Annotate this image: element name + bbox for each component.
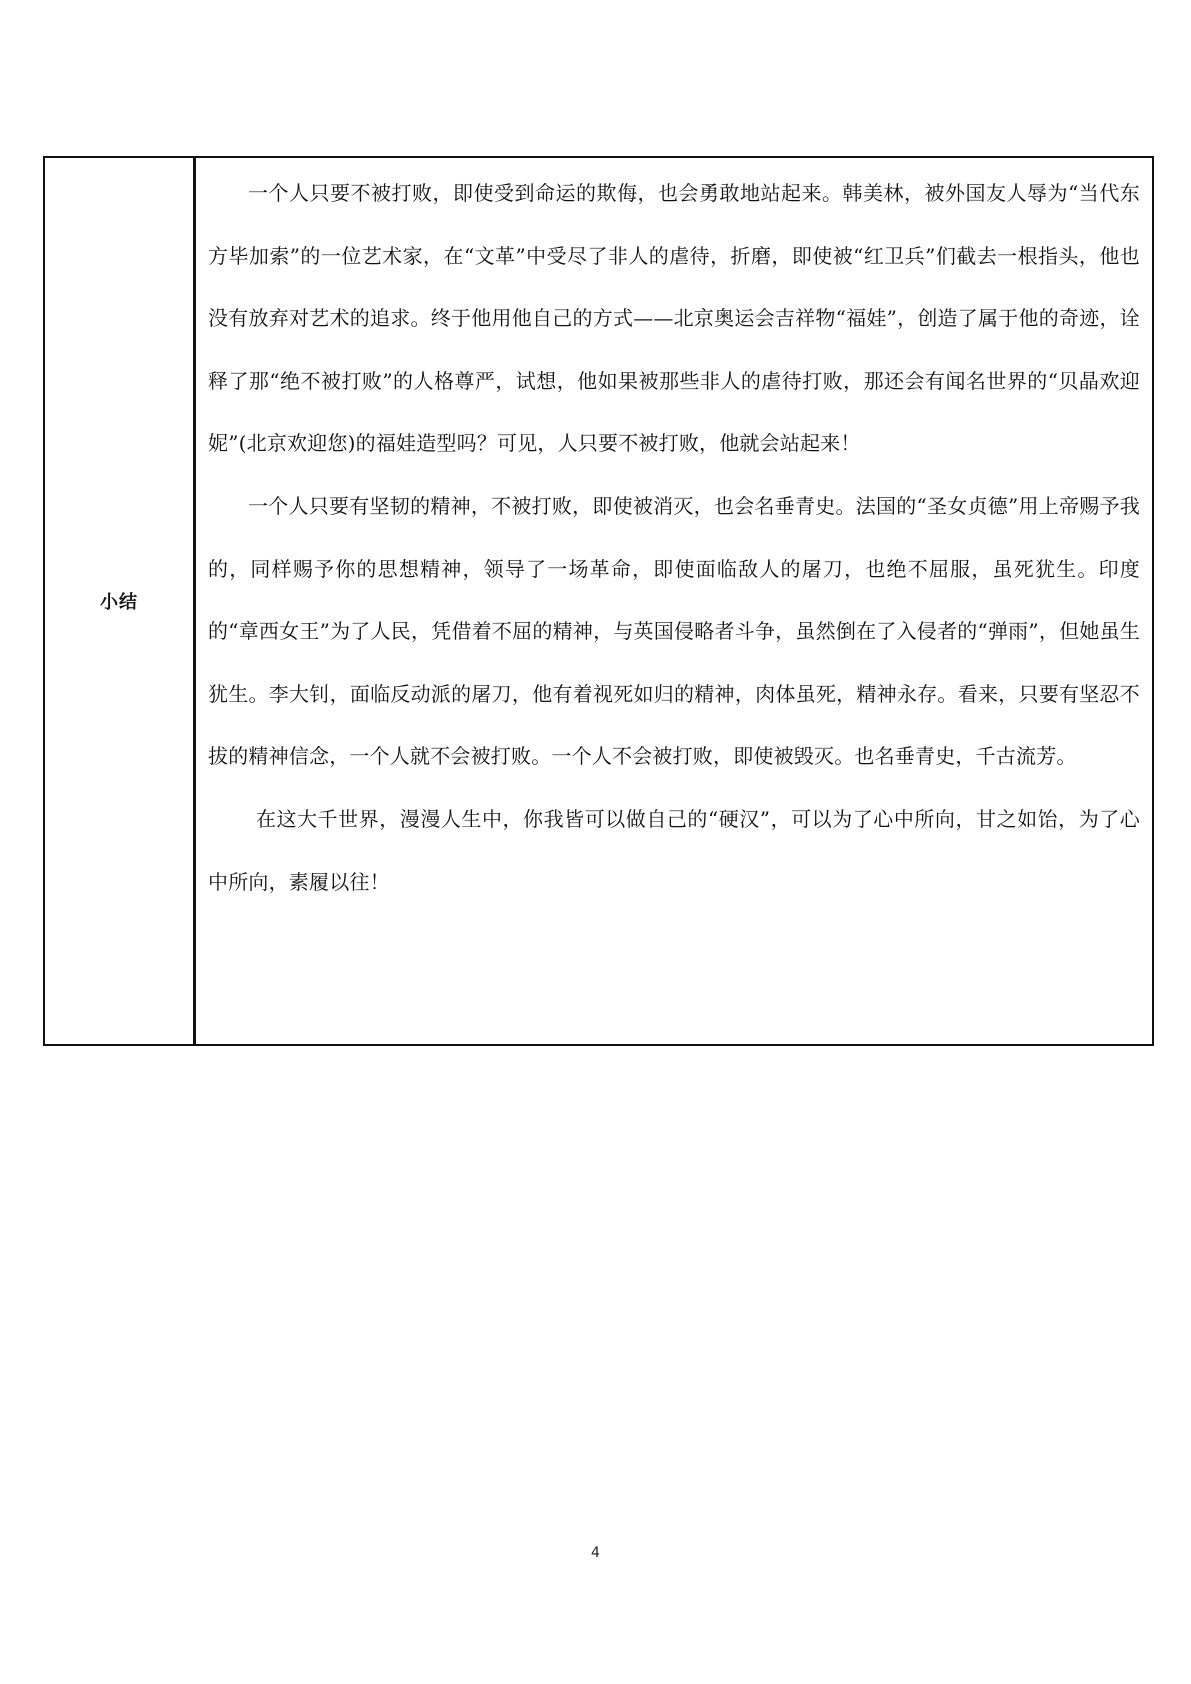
row-label: 小结 [100,592,138,613]
paragraph-3: 在这大千世界，漫漫人生中，你我皆可以做自己的“硬汉”，可以为了心中所向，甘之如饴，为了心中所向，素履以往！ [208,806,1140,894]
row-content-cell [195,157,1154,1045]
row-label-cell [44,157,195,1045]
paragraph-2: 一个人只要有坚韧的精神，不被打败，即使被消灭，也会名垂青史。法国的“圣女贞德”用上帝赐予我的，同样赐予你的思想精神，领导了一场革命，即使面临敌人的屠刀，也绝不屈服，虽死犹生。印度的“章西女王”为了人民，凭借着不屈的精神，与英国侵略者斗争，虽然倒在了入侵者的“弹雨”，但她虽生犹生。李大钊，面临反动派的屠刀，他有着视死如归的精神，肉体虽死，精神永存。看来，只要有坚忍不拔的精神信念，一个人就不会被打败。一个人不会被打败，即使被毁灭。也名垂青史，千古流芳。 [208,493,1140,769]
lesson-table [43,156,1154,1046]
paragraph-1: 一个人只要不被打败，即使受到命运的欺侮，也会勇敢地站起来。韩美林，被外国友人辱为“当代东方毕加索”的一位艺术家，在“文革”中受尽了非人的虐待，折磨，即使被“红卫兵”们截去一根指头，他也没有放弃对艺术的追求。终于他用他自己的方式——北京奥运会吉祥物“福娃”，创造了属于他的奇迹，诠释了那“绝不被打败”的人格尊严，试想，他如果被那些非人的虐待打败，那还会有闻名世界的“贝晶欢迎妮”(北京欢迎您)的福娃造型吗？可见，人只要不被打败，他就会站起来！ [208,181,1140,456]
table-row [44,157,1153,1045]
page-number: 4 [591,1545,600,1561]
